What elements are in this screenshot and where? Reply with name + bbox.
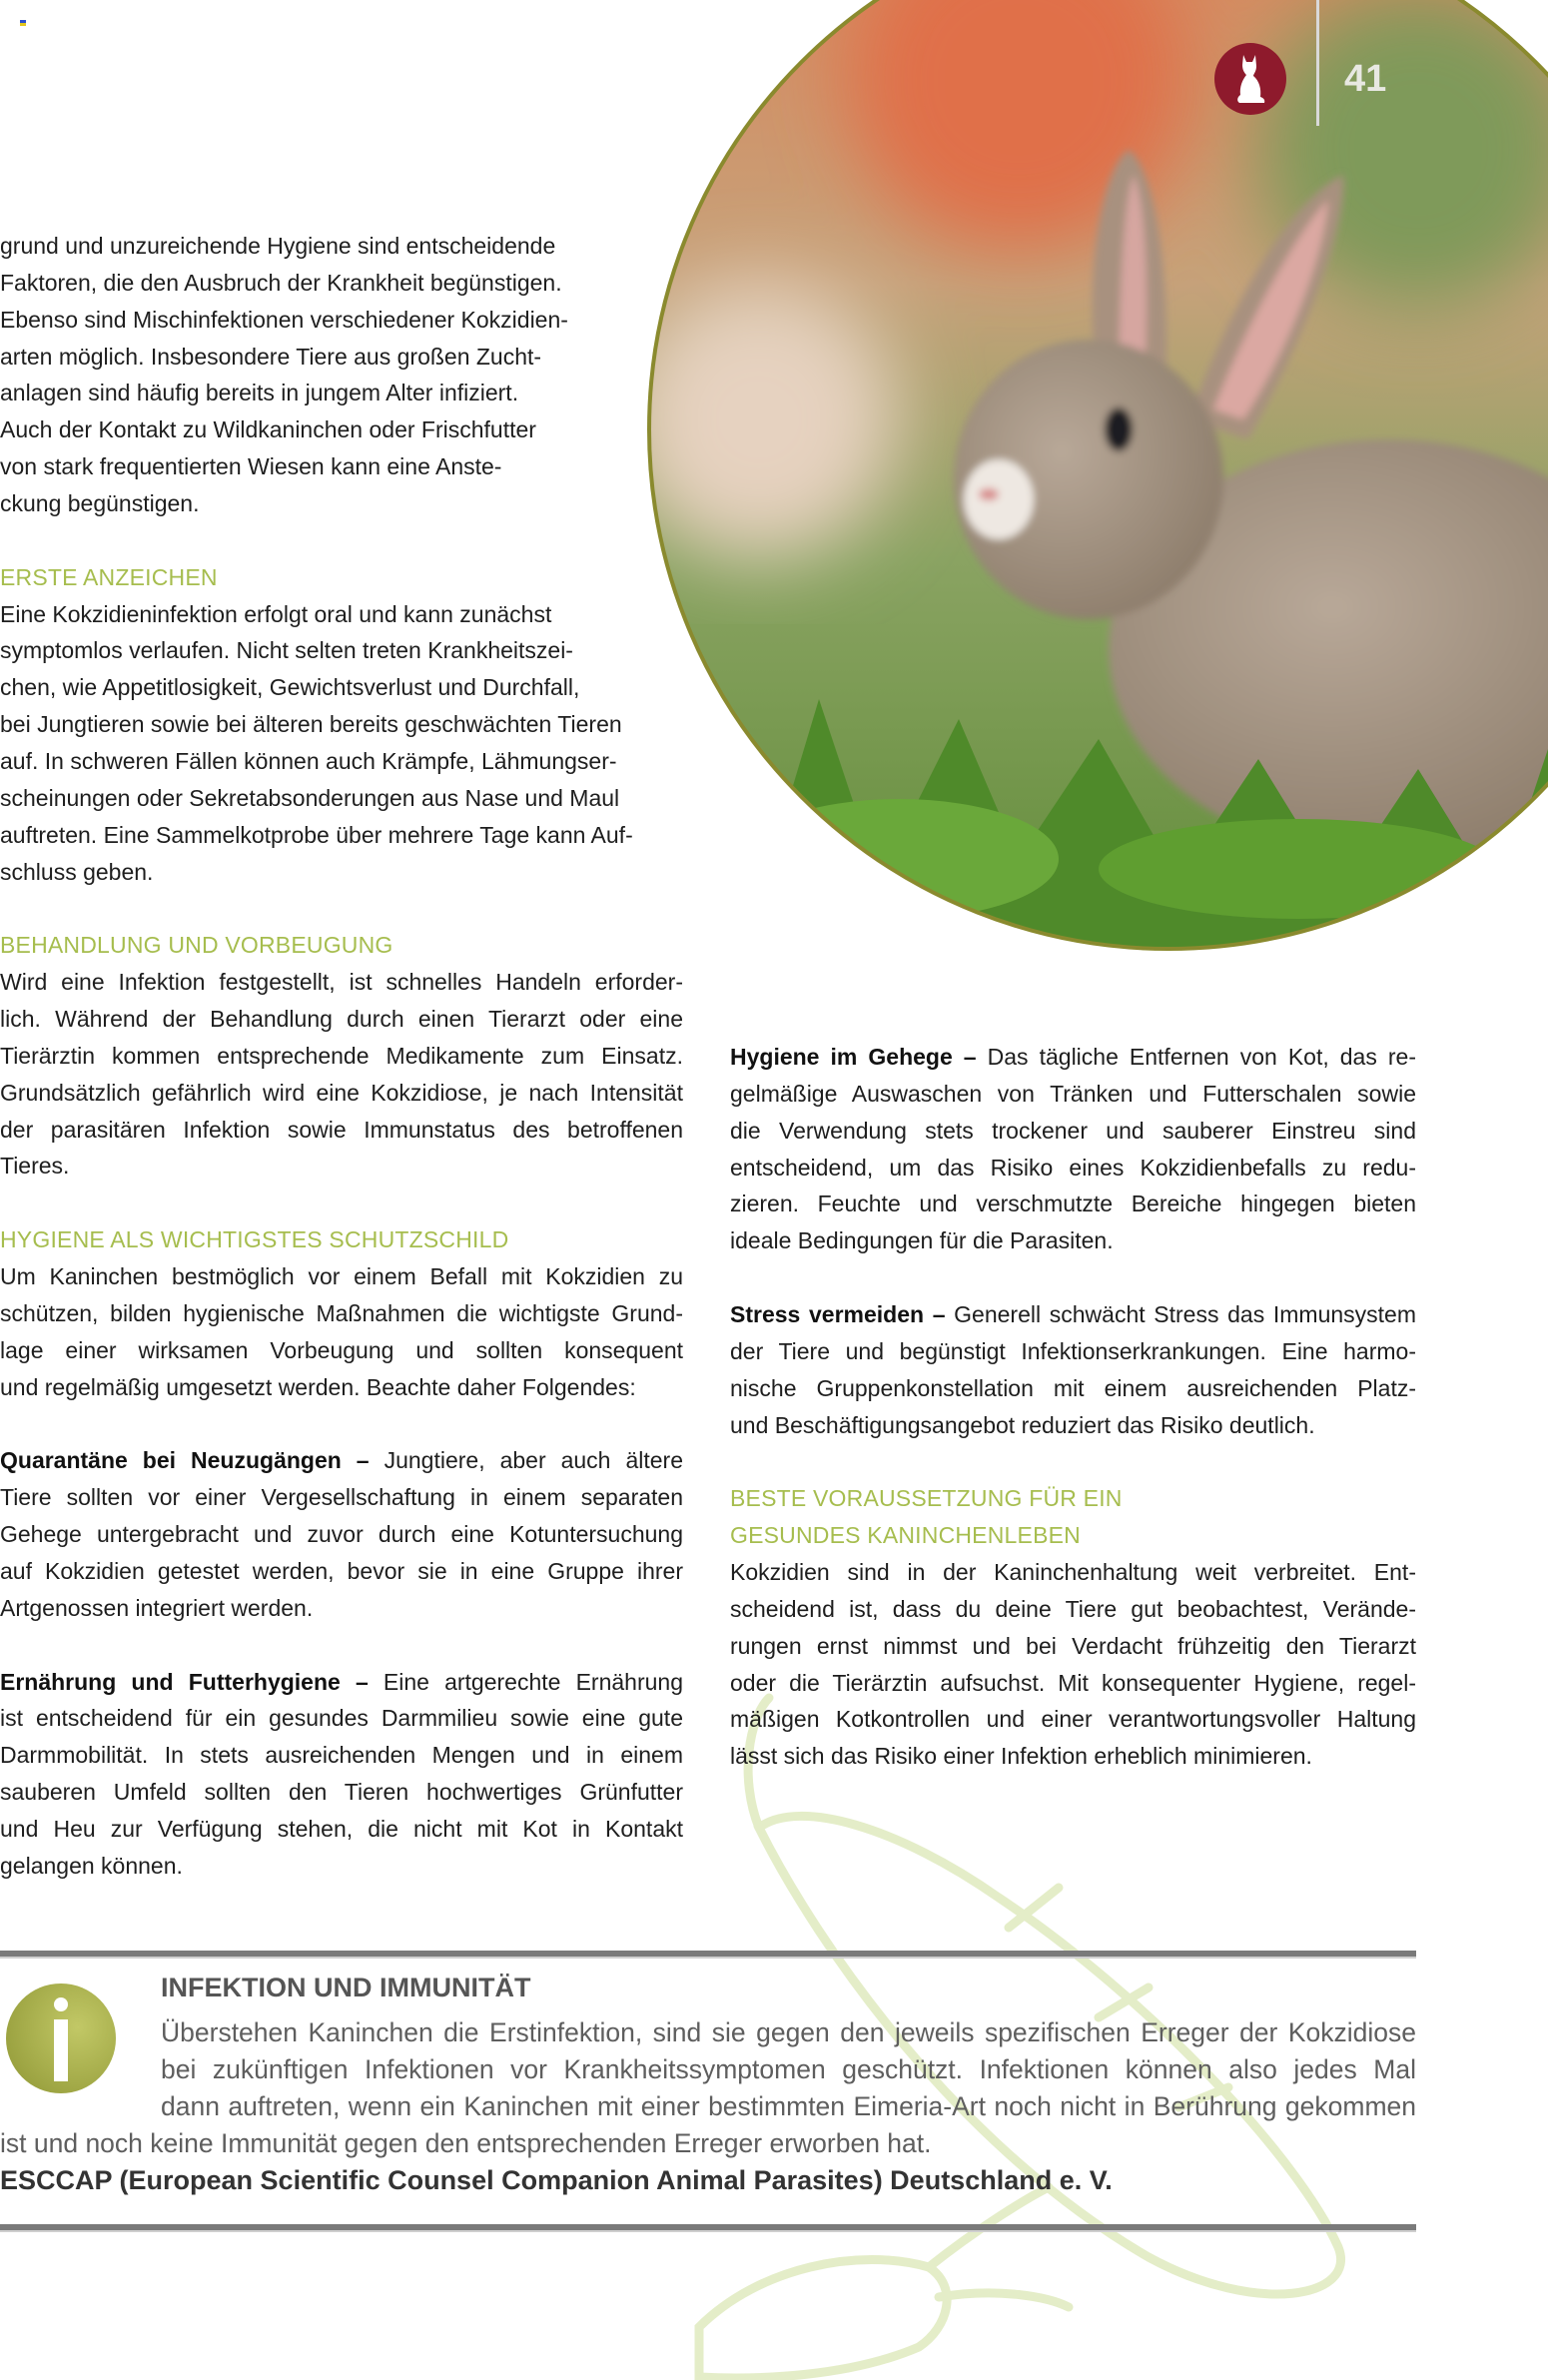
text-line: [0, 1590, 683, 1627]
line-text: Tiere sollten vor einer Vergesellschaftung in einem separaten: [0, 1484, 683, 1511]
line-text: auf Kokzidien getestet werden, bevor sie in eine Gruppe ihrer: [0, 1557, 683, 1584]
line-text: lässt sich das Risiko einer Infektion erheblich minimieren.: [730, 1743, 1312, 1770]
quarantaene-paragraph: [0, 1442, 683, 1626]
line-text: und Heu zur Verfügung stehen, die nicht mit Kot in Kontakt: [0, 1815, 683, 1842]
text-line: [0, 1332, 683, 1369]
line-text: grund und unzureichende Hygiene sind entscheidende: [0, 233, 556, 259]
infobox-top-rule: [0, 1951, 1416, 1959]
beste-paragraph: [730, 1554, 1416, 1775]
line-text: gelmäßige Auswaschen von Tränken und Futterschalen sowie: [730, 1080, 1416, 1107]
gehege-paragraph: [730, 1039, 1416, 1259]
line-text: ist entscheidend für ein gesundes Darmmilieu sowie eine gute: [0, 1705, 683, 1732]
text-line: [0, 1700, 683, 1737]
line-text: Auch der Kontakt zu Wildkaninchen oder Frischfutter: [0, 416, 536, 443]
line-text: auftreten. Eine Sammelkotprobe über mehrere Tage kann Auf-: [0, 821, 633, 848]
line-text: Darmmobilität. In stets ausreichenden Mengen und in einem: [0, 1742, 683, 1769]
line-text: Kokzidien sind in der Kaninchenhaltung weit verbreitet. Ent-: [730, 1559, 1416, 1586]
text-line: [0, 1295, 683, 1332]
infobox-source: ESCCAP (European Scientific Counsel Companion Animal Parasites) Deutschland e. V.: [0, 2165, 1113, 2195]
text-line: [730, 1039, 1416, 1076]
line-text: arten möglich. Insbesondere Tiere aus großen Zucht-: [0, 343, 542, 370]
line-text: und Beschäftigungsangebot reduziert das Risiko deutlich.: [730, 1411, 1315, 1438]
line-text: schützen, bilden hygienische Maßnahmen die wichtigste Grund-: [0, 1299, 683, 1326]
line-text: mäßigen Kotkontrollen und einer verantwortungsvoller Haltung: [730, 1706, 1416, 1733]
intro-paragraph: [0, 228, 683, 522]
line-text: ckung begünstigen.: [0, 490, 200, 517]
infobox-line: ist und noch keine Immunität gegen den entsprechenden Erreger erworben hat.: [0, 2128, 932, 2158]
line-text: Das tägliche Entfernen von Kot, das re-: [976, 1044, 1417, 1070]
text-line: [730, 1738, 1416, 1775]
text-line: [0, 228, 683, 265]
erste-anzeichen-paragraph: [0, 596, 683, 891]
text-line: [0, 1664, 683, 1701]
line-text: auf. In schweren Fällen können auch Krämpfe, Lähmungser-: [0, 748, 617, 775]
text-line: [0, 448, 683, 485]
right-column: [730, 1039, 1416, 1775]
heading-behandlung: BEHANDLUNG UND VORBEUGUNG: [0, 932, 393, 959]
text-line: [730, 1222, 1416, 1259]
text-line: [0, 706, 683, 743]
text-line: [730, 1296, 1416, 1333]
text-line: [0, 339, 683, 376]
text-line: [0, 411, 683, 448]
text-line: [0, 780, 683, 817]
text-line: [0, 596, 683, 633]
text-line: [730, 1628, 1416, 1665]
text-line: [0, 854, 683, 891]
text-line: [0, 1848, 683, 1885]
line-text: scheidend ist, dass du deine Tiere gut beobachtest, Verände-: [730, 1595, 1416, 1622]
text-line: [730, 1665, 1416, 1702]
line-text: ideale Bedingungen für die Parasiten.: [730, 1227, 1114, 1254]
text-line: [0, 1075, 683, 1112]
line-text: anlagen sind häufig bereits in jungem Alter infiziert.: [0, 380, 519, 406]
line-text: rungen ernst nimmst und bei Verdacht frühzeitig den Tierarzt: [730, 1632, 1416, 1659]
text-line: [730, 1150, 1416, 1187]
text-line: [730, 1701, 1416, 1738]
stress-paragraph: [730, 1296, 1416, 1443]
left-column: [0, 228, 683, 1885]
text-line: [730, 1186, 1416, 1222]
line-text: gelangen können.: [0, 1852, 183, 1879]
infobox-line: Überstehen Kaninchen die Erstinfektion, sind sie gegen den jeweils spezifischen Erreger der Kokzidiose: [161, 2017, 1416, 2047]
line-text: der parasitären Infektion sowie Immunstatus des betroffenen: [0, 1116, 683, 1143]
section-badge: [1214, 43, 1286, 115]
text-line: [0, 265, 683, 302]
text-line: [0, 1112, 683, 1149]
line-text: die Verwendung stets trockener und sauberer Einstreu sind: [730, 1117, 1416, 1144]
page-number: 41: [1344, 58, 1387, 100]
lead-term: Quarantäne bei Neuzugängen –: [0, 1447, 370, 1474]
ernaehrung-paragraph: [0, 1664, 683, 1885]
line-text: schluss geben.: [0, 858, 154, 885]
cat-icon: [1233, 53, 1267, 105]
line-text: Um Kaninchen bestmöglich vor einem Befall mit Kokzidien zu: [0, 1263, 683, 1290]
text-line: [0, 302, 683, 339]
line-text: entscheidend, um das Risiko eines Kokzidienbefalls zu redu-: [730, 1154, 1416, 1181]
line-text: zieren. Feuchte und verschmutzte Bereiche hingegen bieten: [730, 1190, 1416, 1217]
text-line: [0, 743, 683, 780]
text-line: [0, 1258, 683, 1295]
line-text: von stark frequentierten Wiesen kann eine Anste-: [0, 453, 502, 480]
text-line: [0, 817, 683, 854]
text-line: [0, 1811, 683, 1848]
info-icon: [6, 1983, 116, 2093]
line-text: Eine artgerechte Ernährung: [368, 1668, 683, 1695]
line-text: Gehege untergebracht und zuvor durch eine Kotuntersuchung: [0, 1521, 683, 1548]
line-text: Faktoren, die den Ausbruch der Krankheit begünstigen.: [0, 269, 562, 296]
heading-hygiene: HYGIENE ALS WICHTIGSTES SCHUTZSCHILD: [0, 1226, 509, 1253]
line-text: oder die Tierärztin aufsuchst. Mit konsequenter Hygiene, regel-: [730, 1669, 1416, 1696]
line-text: lage einer wirksamen Vorbeugung und sollten konsequent: [0, 1336, 683, 1363]
text-line: [730, 1333, 1416, 1370]
line-text: symptomlos verlaufen. Nicht selten treten Krankheitszei-: [0, 637, 573, 664]
text-line: [730, 1076, 1416, 1113]
line-text: chen, wie Appetitlosigkeit, Gewichtsverlust und Durchfall,: [0, 674, 580, 701]
line-text: nische Gruppenkonstellation mit einem ausreichenden Platz-: [730, 1374, 1416, 1401]
heading-beste-2: GESUNDES KANINCHENLEBEN: [730, 1522, 1081, 1549]
header-divider: [1316, 0, 1319, 126]
line-text: lich. Während der Behandlung durch einen Tierarzt oder eine: [0, 1006, 683, 1033]
lead-term: Hygiene im Gehege –: [730, 1044, 977, 1070]
line-text: Generell schwächt Stress das Immunsystem: [945, 1301, 1416, 1328]
hygiene-paragraph: [0, 1258, 683, 1405]
line-text: Ebenso sind Mischinfektionen verschiedener Kokzidien-: [0, 306, 568, 333]
text-line: [0, 632, 683, 669]
text-line: [0, 1442, 683, 1479]
infobox-title: INFEKTION UND IMMUNITÄT: [161, 1973, 531, 2002]
text-line: [730, 1113, 1416, 1150]
text-line: [730, 1591, 1416, 1628]
text-line: [0, 1148, 683, 1185]
line-text: scheinungen oder Sekretabsonderungen aus Nase und Maul: [0, 784, 620, 811]
line-text: Tieres.: [0, 1153, 70, 1180]
infobox-line: dann auftreten, wenn ein Kaninchen mit einer bestimmten Eimeria-Art noch nicht in Berührung gekommen: [161, 2091, 1416, 2121]
text-line: [730, 1554, 1416, 1591]
text-line: [0, 1001, 683, 1038]
text-line: [0, 1737, 683, 1774]
line-text: Tierärztin kommen entsprechende Medikamente zum Einsatz.: [0, 1042, 683, 1069]
line-text: der Tiere und begünstigt Infektionserkrankungen. Eine harmo-: [730, 1337, 1416, 1364]
line-text: bei Jungtieren sowie bei älteren bereits geschwächten Tieren: [0, 711, 622, 738]
text-line: [0, 1038, 683, 1075]
heading-erste-anzeichen: ERSTE ANZEICHEN: [0, 563, 218, 590]
text-line: [0, 1516, 683, 1553]
text-line: [0, 485, 683, 522]
text-line: [0, 964, 683, 1001]
infobox-line: bei zukünftigen Infektionen vor Krankheitssymptomen geschützt. Infektionen können also jedes Mal: [161, 2054, 1416, 2084]
line-text: Eine Kokzidieninfektion erfolgt oral und kann zunächst: [0, 600, 552, 627]
line-text: und regelmäßig umgesetzt werden. Beachte daher Folgendes:: [0, 1373, 636, 1400]
text-line: [0, 1774, 683, 1811]
infobox-bottom-rule: [0, 2224, 1416, 2232]
heading-beste-1: BESTE VORAUSSETZUNG FÜR EIN: [730, 1485, 1123, 1512]
text-line: [0, 669, 683, 706]
line-text: Wird eine Infektion festgestellt, ist schnelles Handeln erforder-: [0, 969, 683, 996]
line-text: Jungtiere, aber auch ältere: [369, 1447, 683, 1474]
behandlung-paragraph: [0, 964, 683, 1185]
text-line: [0, 1369, 683, 1406]
line-text: Grundsätzlich gefährlich wird eine Kokzidiose, je nach Intensität: [0, 1079, 683, 1106]
lead-term: Stress vermeiden –: [730, 1301, 946, 1328]
text-line: [730, 1407, 1416, 1444]
text-line: [0, 375, 683, 411]
text-line: [0, 1553, 683, 1590]
text-line: [0, 1479, 683, 1516]
line-text: sauberen Umfeld sollten den Tieren hochwertiges Grünfutter: [0, 1779, 683, 1806]
text-line: [730, 1370, 1416, 1407]
line-text: Artgenossen integriert werden.: [0, 1594, 314, 1621]
lead-term: Ernährung und Futterhygiene –: [0, 1668, 369, 1695]
